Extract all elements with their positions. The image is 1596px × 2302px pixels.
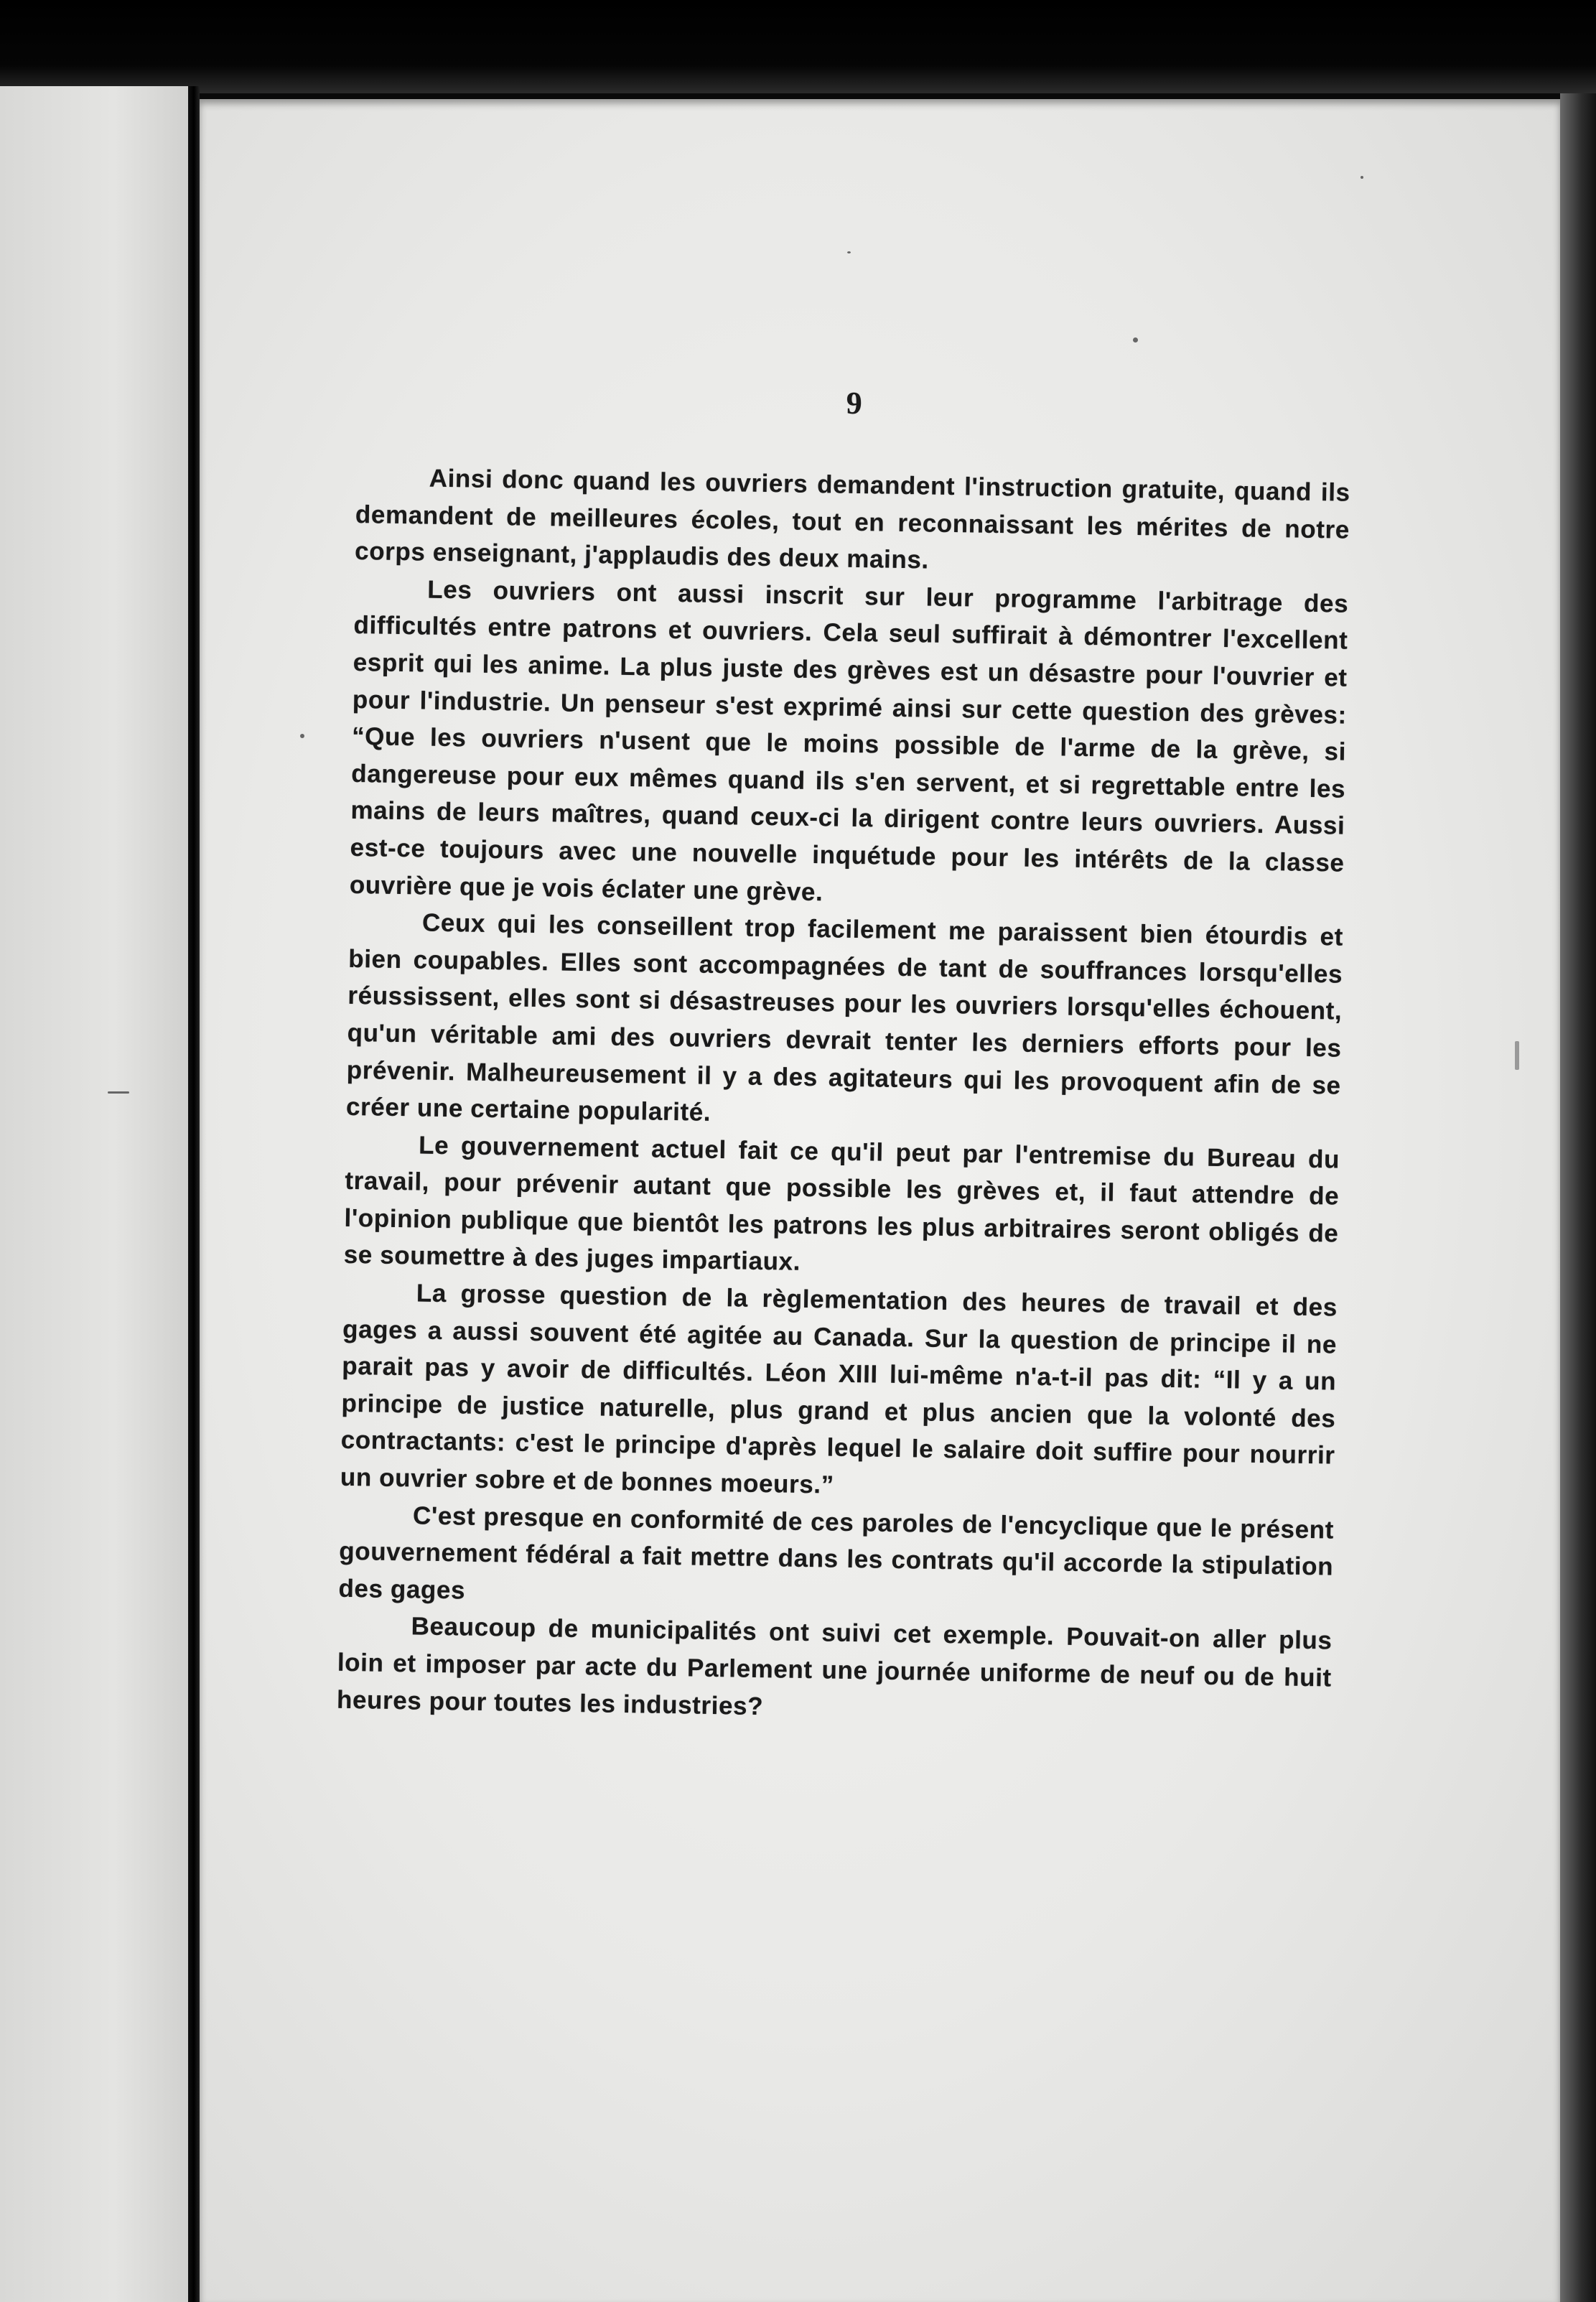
paragraph: Le gouvernement actuel fait ce qu'il peut par l'entremise du Bureau du travail, pour prévenir autant que possible les grèves et, il faut attendre de l'opinion publique que bientôt les patrons les plus arbitraires seront obligés de se soumettre à des juges impartiaux. [343, 1131, 1340, 1277]
paragraph: Les ouvriers ont aussi inscrit sur leur programme l'arbitrage des difficultés entre patrons et ouvriers. Cela seul suffirait à démontrer l'excellent esprit qui les anime. La plus juste des grèves est un désastre pour l'ouvrier et pour l'industrie. Un penseur s'est exprimé ainsi sur cette question des grèves: “Que les ouvriers n'usent que le moins possible de l'arme de la grève, si dangereuse pour eux mêmes quand ils s'en servent, et si regrettable entre les mains de leurs maîtres, quand ceux-ci la dirigent contre leurs ouvriers. Aussi est-ce toujours avec une nouvelle inquétude pour les intérêts de la classe ouvrière que je vois éclater une grève. [349, 575, 1349, 906]
paragraph: La grosse question de la règlementation des heures de travail et des gages a aussi souvent été agitée au Canada. Sur la question de principe il ne parait pas y avoir de difficultés. Léon XIII lui-même n'a-t-il pas dit: “Il y a un principe de justice naturelle, plus grand et plus ancien que la volonté des contractants: c'est le principe d'après lequel le salaire doit suffire pour nourrir un ouvrier sobre et de bonnes moeurs.” [340, 1279, 1338, 1499]
dust-speck [1133, 337, 1138, 342]
dust-speck [1515, 1041, 1519, 1070]
page-number: 9 [846, 385, 863, 421]
page-text-block [337, 377, 1352, 1734]
dust-speck [300, 734, 304, 738]
film-top-border [0, 0, 1596, 93]
dust-speck [108, 1091, 129, 1094]
page-right-shadow [1560, 93, 1596, 2302]
paragraph: Ceux qui les conseillent trop facilement me paraissent bien étourdis et bien coupables. Elles sont accompagnées de tant de souffrances lorsqu'elles réussissent, elles sont si désastreuses pour les ouvriers lorsqu'elles échouent, qu'un véritable ami des ouvriers devrait tenter les derniers efforts pour les prévenir. Malheureusement il y a des agitateurs qui les provoquent afin de se créer une certaine popularité. [345, 908, 1344, 1127]
paragraph: C'est presque en conformité de ces paroles de l'encyclique que le présent gouvernement fédéral a fait mettre dans les contrats qu'il accorde la stipulation des gages [338, 1501, 1335, 1605]
binding-gutter [188, 86, 200, 2302]
previous-page-edge [0, 86, 190, 2302]
dust-speck [1361, 176, 1363, 179]
paragraph: Ainsi donc quand les ouvriers demandent l'instruction gratuite, quand ils demandent de meilleures écoles, tout en reconnaissant les mérites de notre corps enseignant, j'applaudis des deux mains. [354, 464, 1350, 574]
paragraph: Beaucoup de municipalités ont suivi cet exemple. Pouvait-on aller plus loin et imposer par acte du Parlement une journée uniforme de neuf ou de huit heures pour toutes les industries? [336, 1612, 1333, 1720]
dust-speck [847, 251, 851, 253]
